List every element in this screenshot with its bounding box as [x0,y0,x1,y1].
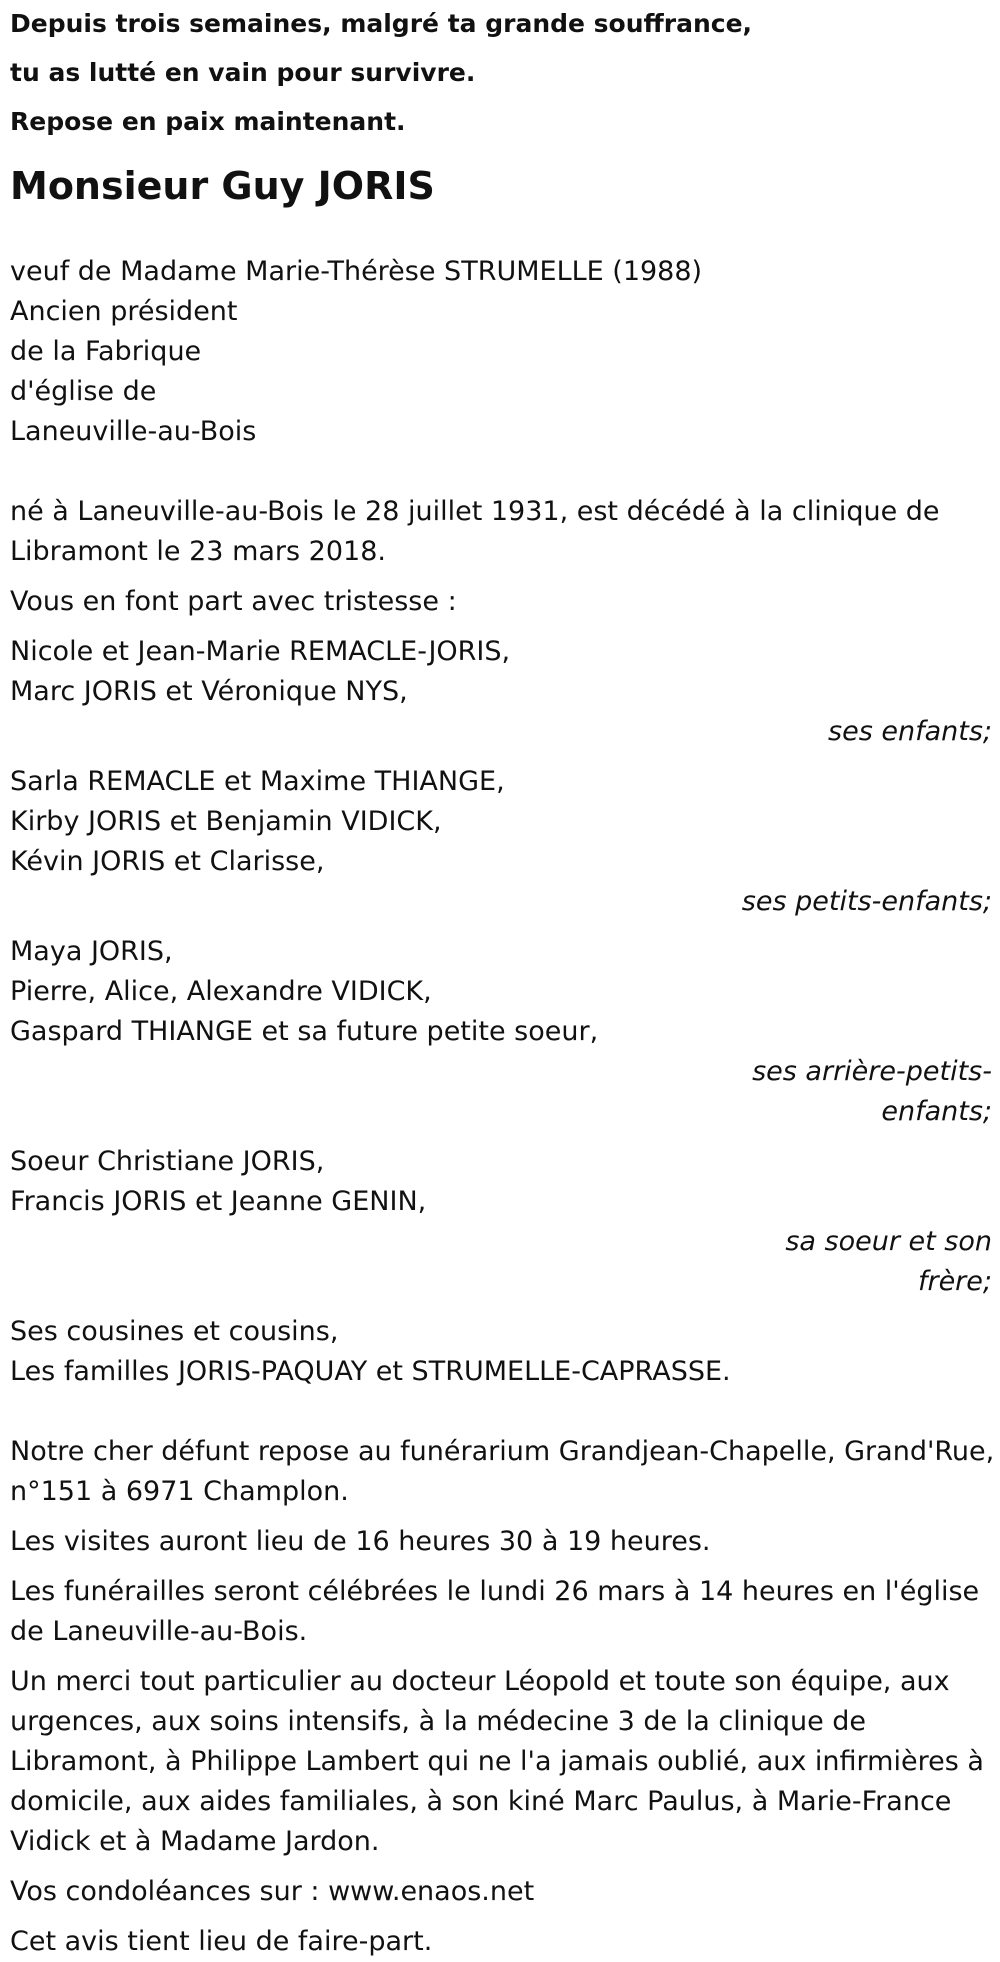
detail-line: d'église de [10,376,157,407]
detail-line: de la Fabrique [10,336,202,367]
family-name-line: Maya JORIS, [10,936,173,967]
acknowledgement-line: domicile, aux aides familiales, à son kiné Marc Paulus, à Marie-France [10,1786,952,1817]
epitaph-line: Repose en paix maintenant. [10,107,406,136]
arrangement-line: Notre cher défunt repose au funérarium Grandjean-Chapelle, Grand'Rue, [10,1436,995,1467]
birth-death-info [10,492,995,572]
relation-label: sa soeur et son [785,1226,992,1257]
siblings-group [10,1142,995,1302]
grandchildren-group [10,762,995,922]
family-name-line: Gaspard THIANGE et sa future petite soeur, [10,1016,599,1047]
acknowledgement-line: Un merci tout particulier au docteur Léopold et toute son équipe, aux [10,1666,950,1697]
family-name-line: Ses cousines et cousins, [10,1316,339,1347]
family-name-line: Pierre, Alice, Alexandre VIDICK, [10,976,432,1007]
epitaph-line: tu as lutté en vain pour survivre. [10,58,476,87]
acknowledgements [10,1662,995,1862]
family-name-line: Kévin JORIS et Clarisse, [10,846,325,877]
other-relatives [10,1312,995,1392]
deceased-name: Monsieur Guy JORIS [10,164,435,208]
relation-label: enfants; [881,1096,992,1127]
announcement-text: Vous en font part avec tristesse : [10,586,457,617]
acknowledgement-line: urgences, aux soins intensifs, à la médecine 3 de la clinique de [10,1706,867,1737]
arrangement-line: n°151 à 6971 Champlon. [10,1476,349,1507]
relation-label: ses enfants; [828,716,992,747]
funeral-home-info [10,1432,995,1512]
family-name-line: Kirby JORIS et Benjamin VIDICK, [10,806,442,837]
family-name-line: Francis JORIS et Jeanne GENIN, [10,1186,427,1217]
acknowledgement-line: Libramont, à Philippe Lambert qui ne l'a jamais oublié, aux infirmières à [10,1746,984,1777]
arrangement-line: de Laneuville-au-Bois. [10,1616,308,1647]
detail-line: veuf de Madame Marie-Thérèse STRUMELLE (1988) [10,256,703,287]
birth-death-line: Libramont le 23 mars 2018. [10,536,386,567]
epitaph [10,4,995,142]
notice-statement: Cet avis tient lieu de faire-part. [10,1926,433,1957]
family-name-line: Sarla REMACLE et Maxime THIANGE, [10,766,505,797]
visit-hours: Les visites auront lieu de 16 heures 30 à 19 heures. [10,1526,711,1557]
detail-line: Ancien président [10,296,238,327]
relation-label: ses arrière-petits- [752,1056,992,1087]
epitaph-line: Depuis trois semaines, malgré ta grande souffrance, [10,9,753,38]
relation-label: ses petits-enfants; [741,886,992,917]
detail-line: Laneuville-au-Bois [10,416,257,447]
funeral-service-info [10,1572,995,1652]
obituary-notice [10,4,995,1962]
children-group [10,632,995,752]
family-name-line: Marc JORIS et Véronique NYS, [10,676,408,707]
great-grandchildren-group [10,932,995,1132]
condolences-link: Vos condoléances sur : www.enaos.net [10,1876,535,1907]
acknowledgement-line: Vidick et à Madame Jardon. [10,1826,380,1857]
deceased-details [10,252,995,452]
family-name-line: Soeur Christiane JORIS, [10,1146,325,1177]
birth-death-line: né à Laneuville-au-Bois le 28 juillet 1931, est décédé à la clinique de [10,496,940,527]
family-name-line: Les familles JORIS-PAQUAY et STRUMELLE-CAPRASSE. [10,1356,731,1387]
family-name-line: Nicole et Jean-Marie REMACLE-JORIS, [10,636,511,667]
relation-label: frère; [917,1266,992,1297]
arrangement-line: Les funérailles seront célébrées le lundi 26 mars à 14 heures en l'église [10,1576,980,1607]
